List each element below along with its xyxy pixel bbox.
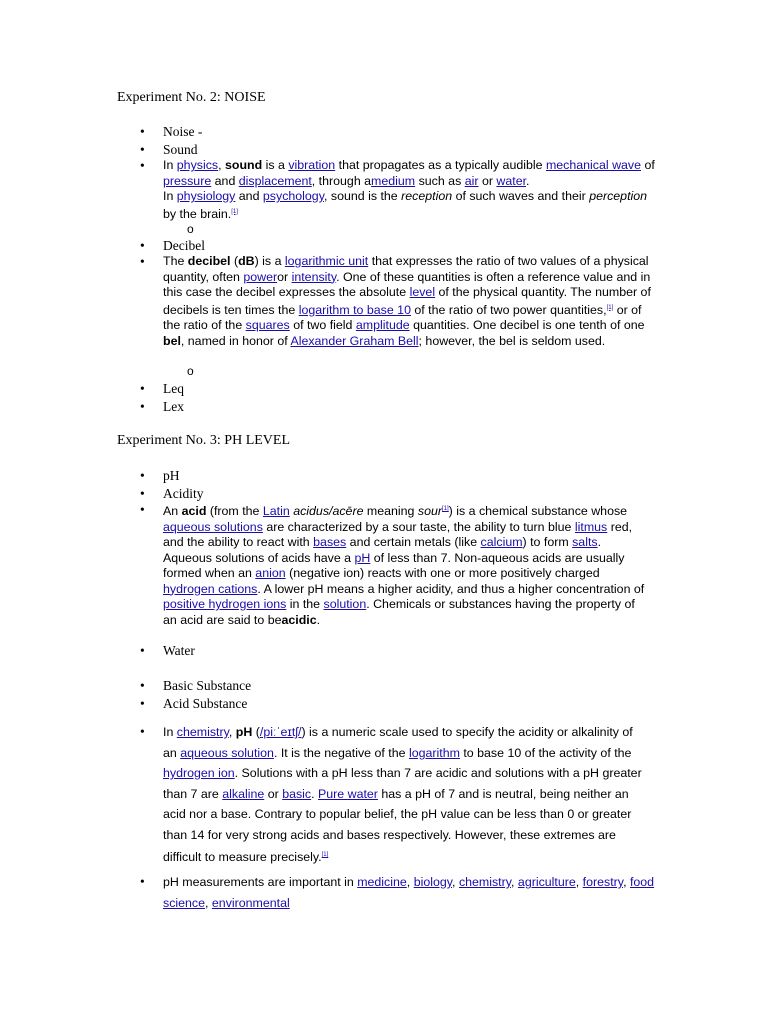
- link-logarithmic-unit[interactable]: logarithmic unit: [284, 254, 369, 268]
- acid-paragraph: • An acid (from the Latin acidus/acēre meaning sour[1]) is a chemical substance whose aqueous solutions are characterized by a sour taste, the ability to turn blue litmus red, and the ability to react with bases and certain metals (like calcium) to form salts. Aqueous solutions of acids have a pH of less than 7. Non-aqueous acids are usually formed when an anion (negative ion) reacts with one or more positively charged hydrogen cations. A lower pH means a higher acidity, and thus a higher concentration of positive hydrogen ions in the solution. Chemicals or substances having the property of an acid are said to beacidic.: [140, 502, 645, 627]
- link-air[interactable]: air: [464, 173, 479, 188]
- link-physics[interactable]: physics: [176, 158, 219, 172]
- link-salts[interactable]: salts: [572, 535, 598, 550]
- water-label: Water: [163, 643, 195, 658]
- link-environmental[interactable]: environmental: [211, 895, 290, 910]
- reference-link[interactable]: [1]: [442, 506, 449, 512]
- reference-link[interactable]: [1]: [606, 304, 614, 311]
- link-alkaline[interactable]: alkaline: [222, 786, 265, 801]
- link-amplitude[interactable]: amplitude: [355, 318, 410, 333]
- noise-label: Noise -: [163, 124, 203, 139]
- bullet: •: [140, 724, 145, 739]
- bullet: •: [140, 678, 145, 693]
- link-medicine[interactable]: medicine: [357, 875, 407, 889]
- link-displacement[interactable]: displacement: [238, 173, 312, 188]
- link-medium[interactable]: medium: [371, 173, 416, 188]
- reference-link[interactable]: [1]: [321, 852, 329, 858]
- link-logarithm-base-10[interactable]: logarithm to base 10: [298, 302, 411, 317]
- sound-paragraph: • In physics, sound is a vibration that propagates as a typically audible mechanical wave of pressure and displacement, through amedium such as air or water. In physiology and psychology, sound is the reception of such waves and their perception by the brain.[1]: [140, 158, 655, 221]
- bullet: •: [140, 643, 145, 658]
- link-basic[interactable]: basic: [282, 786, 312, 801]
- bullet: •: [140, 486, 145, 501]
- link-agriculture[interactable]: agriculture: [517, 875, 576, 889]
- basic-substance-label: Basic Substance: [163, 678, 252, 693]
- link-latin[interactable]: Latin: [262, 504, 290, 519]
- sub-bullet-circle: o: [187, 222, 194, 236]
- bullet: •: [140, 696, 145, 711]
- leq-label: Leq: [163, 381, 184, 396]
- link-bases[interactable]: bases: [313, 535, 347, 550]
- acid-substance-label: Acid Substance: [163, 696, 248, 711]
- link-squares[interactable]: squares: [245, 318, 290, 333]
- ph-measurements-paragraph: • pH measurements are important in medicine, biology, chemistry, agriculture, forestry, food science, environmental: [140, 872, 660, 913]
- bullet: •: [140, 158, 145, 173]
- link-hydrogen-ion[interactable]: hydrogen ion: [163, 766, 235, 780]
- link-calcium[interactable]: calcium: [480, 535, 523, 550]
- bullet: •: [140, 468, 145, 483]
- lex-label: Lex: [163, 399, 184, 414]
- ph-label: pH: [163, 468, 180, 483]
- list-item-leq: [140, 381, 184, 397]
- link-water[interactable]: water: [496, 173, 527, 188]
- list-item-noise: [140, 124, 202, 140]
- experiment-3-heading: Experiment No. 3: PH LEVEL: [117, 433, 291, 448]
- acidity-label: Acidity: [163, 486, 204, 501]
- bullet: •: [140, 254, 145, 269]
- link-logarithm[interactable]: logarithm: [408, 745, 460, 760]
- list-item-sound: [140, 142, 198, 158]
- link-alexander-graham-bell[interactable]: Alexander Graham Bell: [290, 333, 419, 348]
- link-pressure[interactable]: pressure: [163, 173, 212, 188]
- decibel-label: Decibel: [163, 238, 205, 253]
- link-litmus[interactable]: litmus: [574, 519, 608, 534]
- link-power[interactable]: power: [243, 269, 278, 284]
- list-item-water: [140, 643, 195, 659]
- link-forestry[interactable]: forestry: [582, 875, 624, 889]
- bullet: •: [140, 238, 145, 253]
- list-item-lex: [140, 399, 184, 415]
- list-item-acidity: [140, 486, 204, 502]
- link-aqueous-solution[interactable]: aqueous solution: [180, 745, 274, 760]
- link-vibration[interactable]: vibration: [288, 158, 336, 172]
- link-positive-hydrogen-ions[interactable]: positive hydrogen ions: [163, 597, 287, 612]
- decibel-paragraph: • The decibel (dB) is a logarithmic unit that expresses the ratio of two values of a physical quantity, often poweror intensity. One of these quantities is often a reference value and in this case the decibel expresses the absolute level of the physical quantity. The number of decibels is ten times the logarithm to base 10 of the ratio of two power quantities,[1] or of the ratio of the squares of two field amplitude quantities. One decibel is one tenth of one bel, named in honor of Alexander Graham Bell; however, the bel is seldom used.: [140, 254, 651, 348]
- list-item-basic-substance: [140, 678, 251, 694]
- link-solution[interactable]: solution: [323, 597, 367, 612]
- link-physiology[interactable]: physiology: [176, 189, 236, 203]
- reference-link[interactable]: [1]: [231, 208, 238, 215]
- ph-paragraph: • In chemistry, pH (/piːˈeɪtʃ/) is a numeric scale used to specify the acidity or alkalinity of an aqueous solution. It is the negative of the logarithm to base 10 of the activity of the hydrogen ion. Solutions with a pH less than 7 are acidic and solutions with a pH greater than 7 are alkaline or basic. Pure water has a pH of 7 and is neutral, being neither an acid nor a base. Contrary to popular belief, the pH value can be less than 0 or greater than 14 for very strong acids and bases respectively. However, these extremes are difficult to measure precisely.[1]: [140, 722, 648, 868]
- link-ph[interactable]: pH: [354, 550, 371, 565]
- list-item-acid-substance: [140, 696, 247, 712]
- link-anion[interactable]: anion: [255, 566, 286, 581]
- link-chemistry-2[interactable]: chemistry: [458, 875, 512, 889]
- link-ph-pronunciation[interactable]: /piːˈeɪtʃ/: [259, 725, 302, 739]
- link-biology[interactable]: biology: [413, 875, 453, 889]
- list-item-ph: [140, 468, 180, 484]
- bullet: •: [140, 399, 145, 414]
- link-aqueous-solutions[interactable]: aqueous solutions: [163, 519, 263, 534]
- link-intensity[interactable]: intensity: [291, 269, 337, 284]
- bullet: •: [140, 124, 145, 139]
- bullet: •: [140, 381, 145, 396]
- list-item-decibel: [140, 238, 205, 254]
- link-psychology[interactable]: psychology: [262, 189, 324, 203]
- sound-label: Sound: [163, 142, 198, 157]
- link-level[interactable]: level: [409, 285, 436, 299]
- sub-bullet-circle: o: [187, 364, 194, 378]
- link-mechanical-wave[interactable]: mechanical wave: [545, 158, 642, 172]
- experiment-2-heading: Experiment No. 2: NOISE: [117, 90, 266, 105]
- link-chemistry[interactable]: chemistry: [176, 725, 229, 739]
- bullet: •: [140, 502, 145, 517]
- link-food-science[interactable]: food science: [163, 875, 655, 910]
- bullet: •: [140, 874, 145, 889]
- link-hydrogen-cations[interactable]: hydrogen cations: [163, 581, 258, 596]
- link-pure-water[interactable]: Pure water: [318, 786, 378, 801]
- bullet: •: [140, 142, 145, 157]
